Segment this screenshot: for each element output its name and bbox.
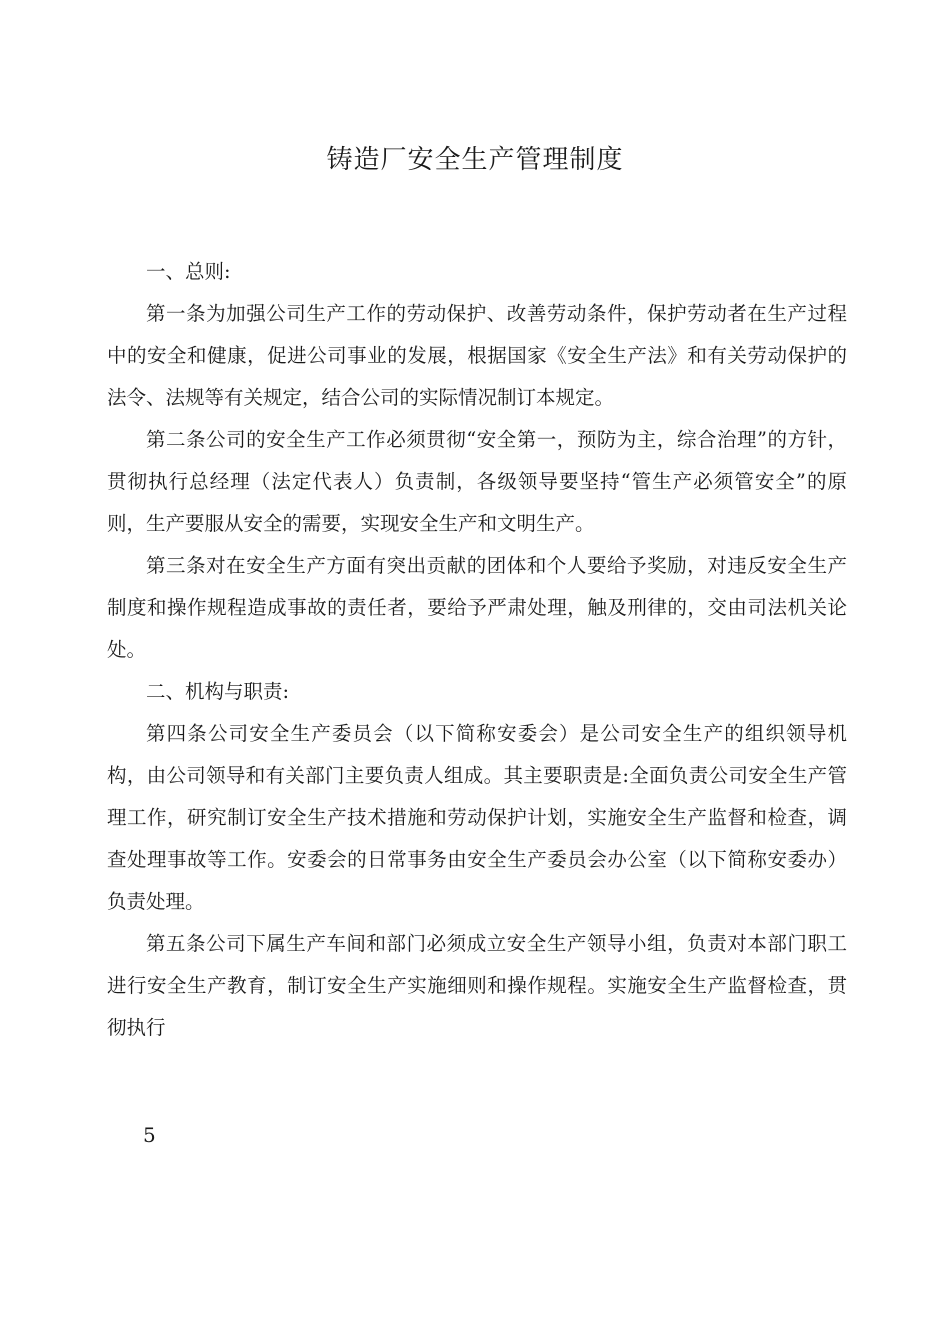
section-heading-organization: 二、机构与职责: [146,680,290,703]
document-body [107,251,847,1049]
section-heading-general: 一、总则: [146,260,231,283]
article-4: 第四条公司安全生产委员会（以下简称安委会）是公司安全生产的组织领导机构，由公司领导和有关部门主要负责人组成。其主要职责是:全面负责公司安全生产管理工作，研究制订安全生产技术措施和劳动保护计划，实施安全生产监督和检查，调查处理事故等工作。安委会的日常事务由安全生产委员会办公室（以下简称安委办）负责处理。 [107,722,847,913]
document-title: 铸造厂安全生产管理制度 [326,145,624,175]
article-5: 第五条公司下属生产车间和部门必须成立安全生产领导小组，负责对本部门职工进行安全生产教育，制订安全生产实施细则和操作规程。实施安全生产监督检查，贯彻执行 [107,932,847,1039]
article-3: 第三条对在安全生产方面有突出贡献的团体和个人要给予奖励，对违反安全生产制度和操作规程造成事故的责任者，要给予严肃处理，触及刑律的，交由司法机关论处。 [107,554,847,661]
article-1: 第一条为加强公司生产工作的劳动保护、改善劳动条件，保护劳动者在生产过程中的安全和健康，促进公司事业的发展，根据国家《安全生产法》和有关劳动保护的法令、法规等有关规定，结合公司的实际情况制订本规定。 [107,302,847,409]
article-2: 第二条公司的安全生产工作必须贯彻“安全第一，预防为主，综合治理”的方针，贯彻执行总经理（法定代表人）负责制，各级领导要坚持“管生产必须管安全”的原则，生产要服从安全的需要，实现安全生产和文明生产。 [107,428,847,535]
page-number: 5 [143,1123,156,1147]
